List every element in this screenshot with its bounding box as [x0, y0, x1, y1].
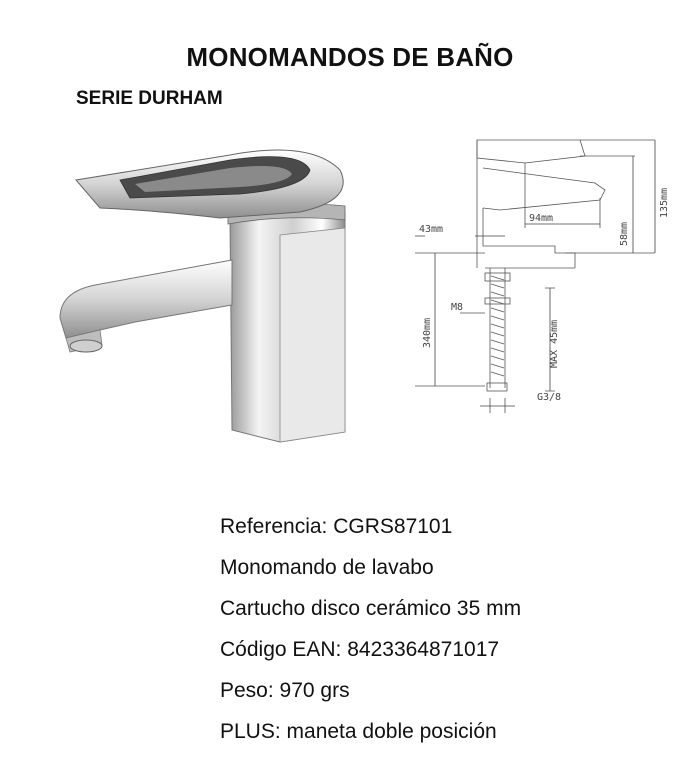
dim-max45: MAX 45mm	[549, 319, 560, 368]
dim-g38: G3/8	[537, 392, 562, 403]
spec-cartridge: Cartucho disco cerámico 35 mm	[220, 597, 522, 620]
dim-m8: M8	[451, 302, 464, 313]
faucet-photo	[40, 140, 370, 460]
page-title: MONOMANDOS DE BAÑO	[186, 42, 514, 72]
dim-94: 94mm	[529, 213, 554, 224]
spec-plus: PLUS: maneta doble posición	[220, 720, 497, 743]
spec-reference: Referencia: CGRS87101	[220, 515, 453, 538]
spec-ean: Código EAN: 8423364871017	[220, 638, 500, 661]
spec-type: Monomando de lavabo	[220, 556, 434, 579]
technical-drawing	[405, 128, 680, 418]
spec-list	[220, 506, 521, 752]
dim-58: 58mm	[619, 221, 630, 246]
dim-43: 43mm	[419, 224, 444, 235]
spec-weight: Peso: 970 grs	[220, 679, 350, 702]
dim-135: 135mm	[659, 187, 670, 218]
dim-340: 340mm	[422, 317, 433, 348]
series-subtitle: SERIE DURHAM	[76, 88, 223, 109]
